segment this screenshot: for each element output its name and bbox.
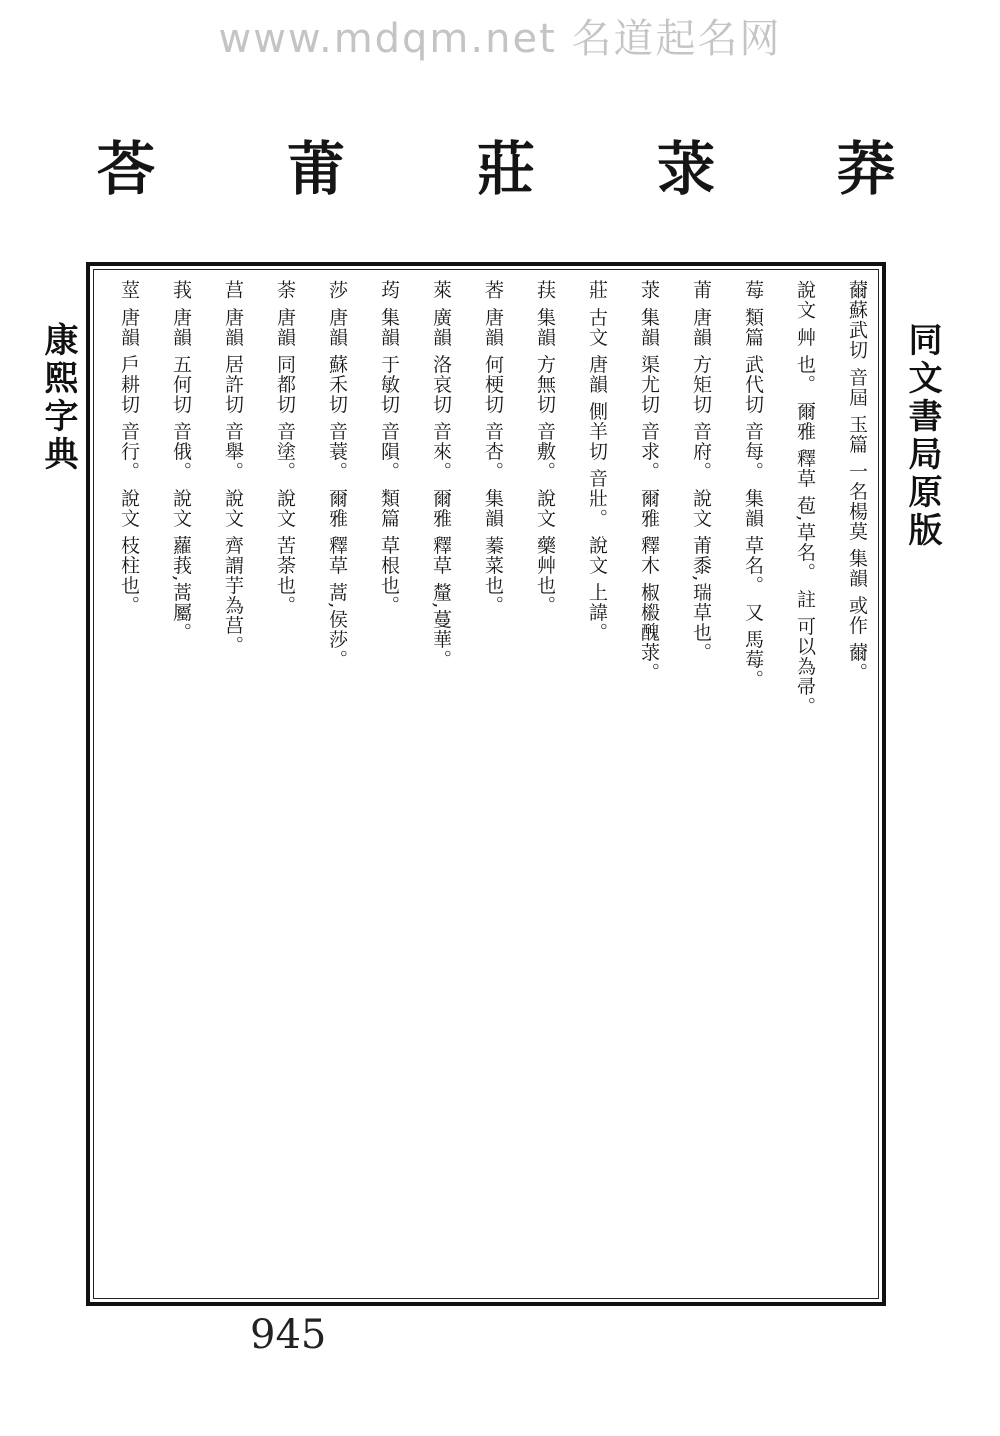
dictionary-text-body	[104, 280, 868, 1288]
text-column: 莊 古文 唐韻 側羊切 音壯。 說文 上諱。	[586, 280, 608, 643]
text-column: 荼 唐韻 同都切 音塗。 說文 苦荼也。	[274, 280, 296, 616]
seal-character: 莊	[467, 138, 535, 200]
text-column: 莖 唐韻 戶耕切 音行。 說文 枝柱也。	[118, 280, 140, 616]
seal-character: 莍	[647, 138, 715, 200]
book-title-side-label: 康熙字典	[38, 322, 78, 474]
seal-character: 莆	[277, 138, 345, 200]
text-column: 莕 唐韻 何梗切 音杏。 集韻 蓁菜也。	[482, 280, 504, 616]
text-column: 莓 類篇 武代切 音每。 集韻 草名。 又 馬莓。	[742, 280, 764, 690]
text-column: 說文 艸 也。 爾雅 釋草 苞,草名。 註 可以為帚。	[794, 280, 816, 717]
text-column: 莎 唐韻 蘇禾切 音蓑。 爾雅 釋草 蒿,侯莎。	[326, 280, 348, 670]
text-column: 莒 唐韻 居許切 音舉。 說文 齊謂芋為莒。	[222, 280, 244, 656]
dictionary-page-frame	[86, 262, 886, 1306]
text-column: 荺 集韻 于敏切 音隕。 類篇 草根也。	[378, 280, 400, 616]
publisher-side-label: 同文書局原版	[902, 322, 942, 550]
page-number: 945	[250, 1312, 327, 1358]
seal-script-header	[87, 138, 910, 268]
seal-character: 莽	[827, 138, 895, 200]
text-column: 莍 集韻 渠尤切 音求。 爾雅 釋木 椒榝醜莍。	[638, 280, 660, 683]
text-column: 莪 唐韻 五何切 音俄。 說文 蘿莪,蒿屬。	[170, 280, 192, 643]
watermark-text: www.mdqm.net 名道起名网	[218, 16, 782, 62]
inner-border	[93, 269, 879, 1299]
seal-character: 荅	[87, 138, 155, 200]
text-column: 萊 廣韻 洛哀切 音來。 爾雅 釋草 釐,蔓華。	[430, 280, 452, 670]
text-column: 莆 唐韻 方矩切 音府。 說文 莆黍,瑞草也。	[690, 280, 712, 663]
text-column: 薾蘇武切 音屆 玉篇 一名楊莫 集韻 或作 薾。	[846, 280, 868, 683]
text-column: 荴 集韻 方無切 音敷。 說文 藥艸也。	[534, 280, 556, 616]
